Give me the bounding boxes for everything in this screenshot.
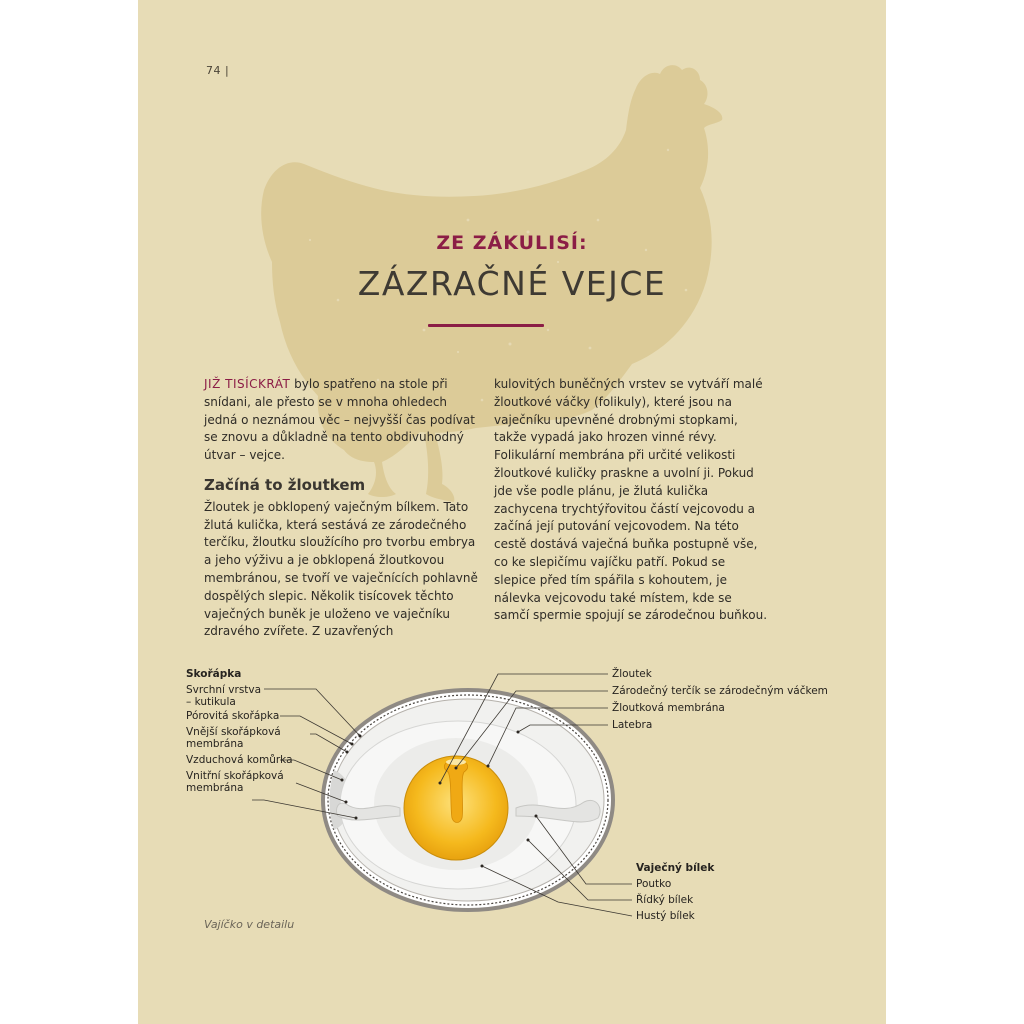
label-cuticle: Svrchní vrstva – kutikula bbox=[186, 684, 262, 708]
section-kicker: ZE ZÁKULISÍ: bbox=[436, 232, 588, 254]
body-paragraph-2: kulovitých buněčných vrstev se vytváří malé žloutkové váčky (folikuly), které jsou na vaječníku upevněné drobnými stopkami, takže vypadá jako hrozen vinné révy. Folikulární membrána při určité velikosti žloutkové kuličky praskne a uvolní ji. Pokud jde vše podle plánu, je žlutá kulička zachycena trychtýřovitou částí vejcovodu a začíná její putování vejcovodem. Na této cestě dostává vaječná buňka postupně vše, co ke slepičímu vajíčku patří. Pokud se slepice před tím spářila s kohoutem, je nálevka vejcovodu také místem, kde se samčí spermie spojují se zárodečnou buňkou. bbox=[494, 377, 768, 623]
label-thick-albumen: Hustý bílek bbox=[636, 910, 695, 922]
section-heading: Začíná to žloutkem bbox=[204, 475, 366, 494]
label-outer-membrane: Vnější skořápková membrána bbox=[186, 726, 281, 750]
intro-text: bylo spatřeno na stole při snídani, ale přesto se v mnoha ohledech jedná o neznámou věc – nejvyšší čas podívat se znovu a důkladně na tento obdivuhodný útvar – vejce. bbox=[204, 377, 475, 463]
label-latebra: Latebra bbox=[612, 719, 653, 731]
text-column-left bbox=[204, 376, 480, 641]
intro-paragraph bbox=[204, 376, 480, 465]
title-underline bbox=[428, 324, 544, 327]
label-chalaza: Poutko bbox=[636, 878, 672, 890]
label-air-cell: Vzduchová komůrka bbox=[186, 754, 293, 766]
book-page bbox=[138, 0, 886, 1024]
label-germinal-disc: Zárodečný terčík se zárodečným váčkem bbox=[612, 685, 828, 697]
label-inner-membrane: Vnitřní skořápková membrána bbox=[186, 770, 284, 794]
label-yolk-membrane: Žloutková membrána bbox=[612, 702, 725, 714]
text-column-right bbox=[494, 376, 770, 625]
label-albumen: Vaječný bílek bbox=[636, 862, 715, 874]
page-title: ZÁZRAČNÉ VEJCE bbox=[357, 264, 667, 303]
figure-caption: Vajíčko v detailu bbox=[204, 918, 295, 931]
page-number: 74 | bbox=[206, 64, 230, 77]
label-thin-albumen: Řídký bílek bbox=[636, 894, 694, 906]
label-yolk: Žloutek bbox=[612, 668, 652, 680]
label-porous-shell: Pórovitá skořápka bbox=[186, 710, 280, 722]
lead-in: JIŽ TISÍCKRÁT bbox=[204, 377, 291, 391]
egg-cross-section-diagram bbox=[138, 640, 886, 940]
body-paragraph-1: Žloutek je obklopený vaječným bílkem. Tato žlutá kulička, která sestává ze zárodečného terčíku, žloutku sloužícího pro tvorbu embrya a jeho výživu a je obklopená žloutkovou membránou, se tvoří ve vaječnících pohlavně dospělých slepic. Několik tisícovek těchto vaječných buněk je uloženo ve vaječníku zdravého zvířete. Z uzavřených bbox=[204, 499, 478, 639]
label-shell: Skořápka bbox=[186, 668, 242, 680]
